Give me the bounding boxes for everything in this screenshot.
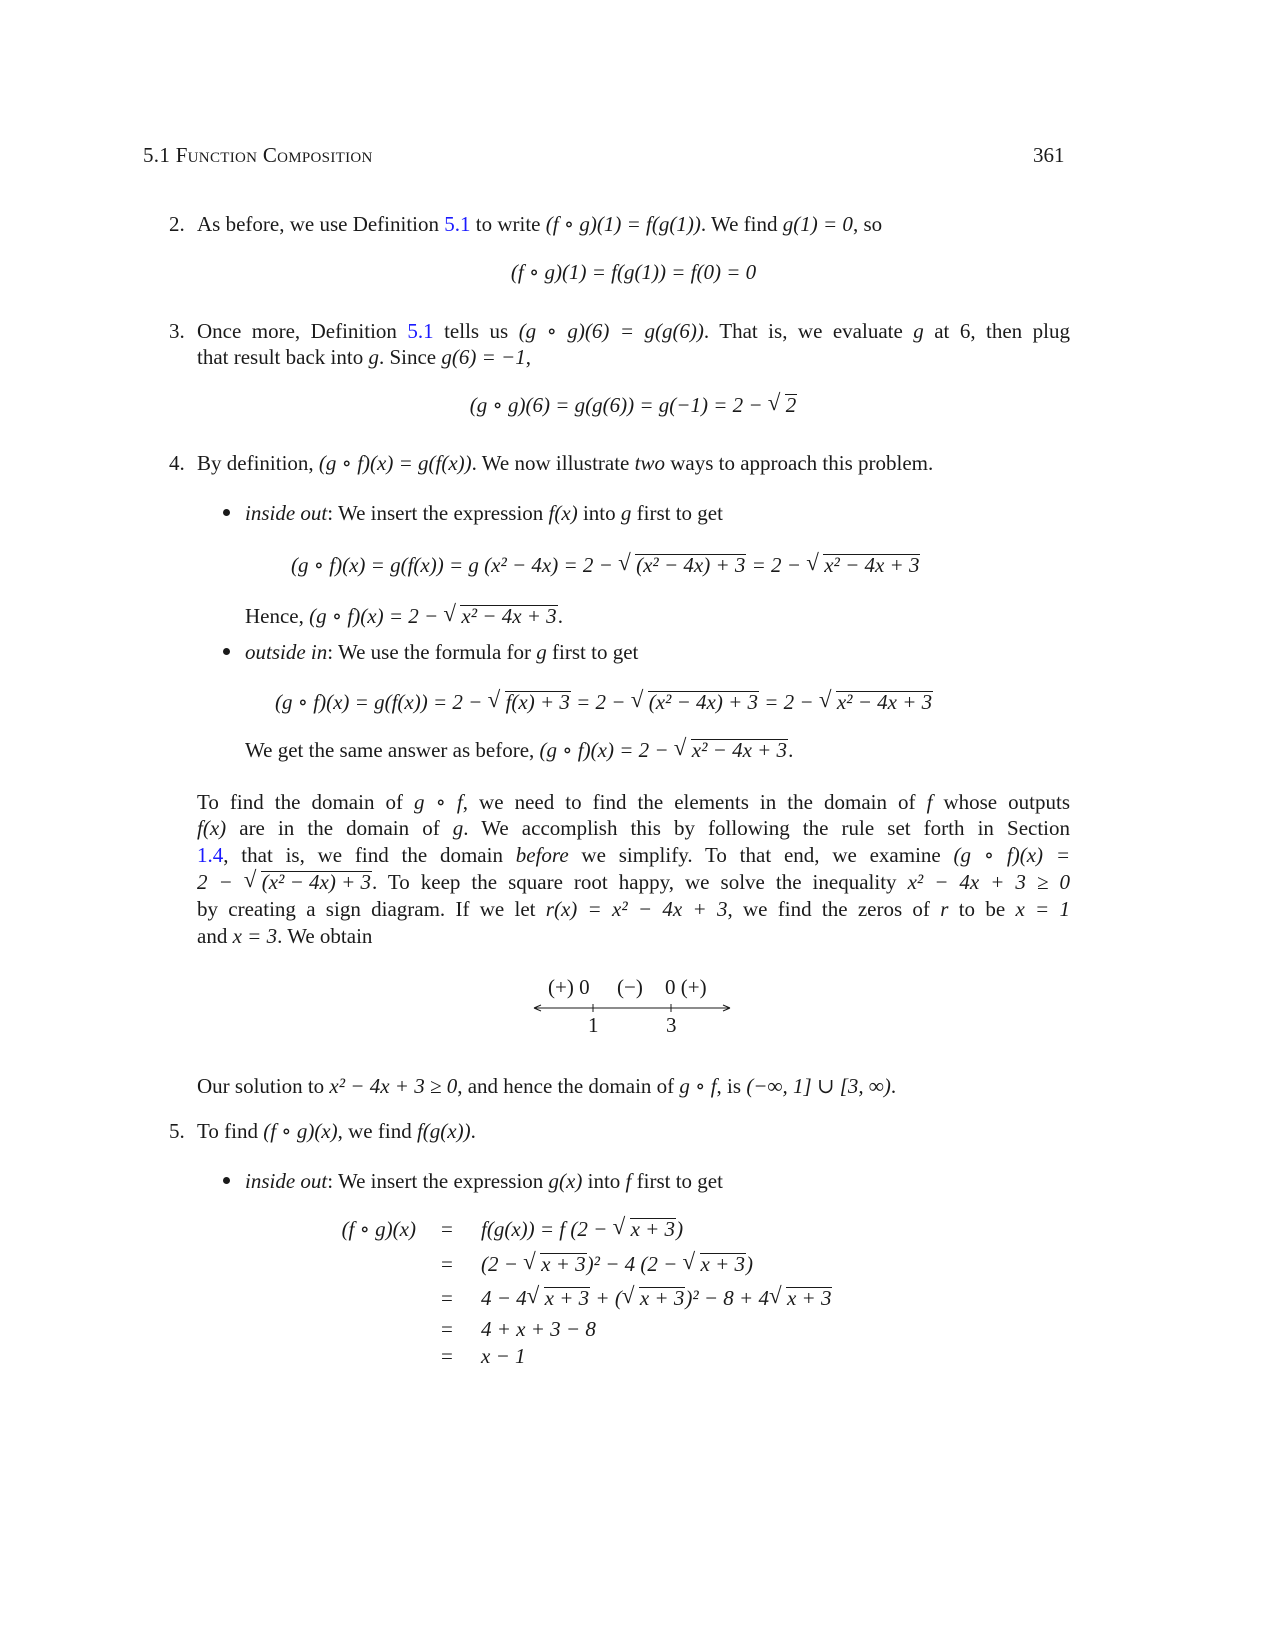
hence-line bbox=[245, 604, 563, 628]
text: we simplify. To that end, we examine bbox=[568, 843, 954, 867]
square-root bbox=[819, 690, 933, 714]
align-row bbox=[481, 1286, 832, 1310]
text: . We now illustrate bbox=[471, 451, 635, 475]
text: into bbox=[582, 1169, 626, 1193]
square-root bbox=[683, 1252, 747, 1276]
math: 4 + x + 3 − 8 bbox=[481, 1317, 596, 1341]
tick-label: 3 bbox=[666, 1013, 677, 1037]
math: x² − 4x + 3 ≥ 0 bbox=[907, 870, 1071, 894]
text: to be bbox=[948, 897, 1016, 921]
square-root bbox=[622, 1286, 686, 1310]
item3-text-line2 bbox=[197, 345, 531, 369]
math: + ( bbox=[590, 1286, 622, 1310]
item5-text bbox=[197, 1119, 476, 1143]
align-equals: = bbox=[441, 1344, 453, 1368]
radicand: f(x) + 3 bbox=[505, 690, 570, 714]
radicand: 2 bbox=[785, 393, 797, 417]
math: g bbox=[368, 345, 379, 369]
math: 2 − bbox=[197, 870, 244, 894]
text: and bbox=[197, 924, 233, 948]
item3-text-line1 bbox=[197, 319, 1070, 343]
text: first to get bbox=[546, 640, 639, 664]
radicand: x² − 4x + 3 bbox=[836, 690, 933, 714]
radicand: x + 3 bbox=[630, 1217, 676, 1241]
cross-reference-link[interactable]: 5.1 bbox=[444, 212, 471, 236]
square-root bbox=[631, 690, 759, 714]
math: (g ∘ f)(x) = g(f(x)) = 2 − bbox=[275, 690, 488, 714]
text: . Since bbox=[378, 345, 442, 369]
square-root bbox=[443, 604, 557, 628]
bullet-outside-in bbox=[245, 640, 638, 664]
align-row bbox=[481, 1317, 596, 1341]
square-root bbox=[488, 690, 571, 714]
text: that result back into bbox=[197, 345, 369, 369]
text: As before, we use Definition bbox=[197, 212, 445, 236]
math: )² − 4 (2 − bbox=[586, 1252, 683, 1276]
cross-reference-link[interactable]: 5.1 bbox=[407, 319, 434, 343]
math: x² − 4x + 3 ≥ 0 bbox=[329, 1074, 458, 1098]
math: (g ∘ g)(6) = g(g(6)) bbox=[518, 319, 704, 343]
bullet bbox=[223, 1177, 230, 1184]
radicand: (x² − 4x) + 3 bbox=[636, 553, 746, 577]
text: . bbox=[470, 1119, 476, 1143]
math: x − 1 bbox=[481, 1344, 526, 1368]
math: (g ∘ f)(x) = g(f(x)) bbox=[318, 451, 472, 475]
math: = 2 − bbox=[746, 553, 807, 577]
math: = 2 − bbox=[570, 690, 631, 714]
bullet-inside-out bbox=[245, 501, 723, 525]
sign-diagram bbox=[520, 970, 750, 1045]
item-number: 2. bbox=[169, 212, 185, 236]
text: Hence, bbox=[245, 604, 310, 628]
math: x = 1 bbox=[1015, 897, 1071, 921]
text: , that is, we find the domain bbox=[223, 843, 516, 867]
radicand: (x² − 4x) + 3 bbox=[261, 870, 371, 894]
text: ways to approach this problem. bbox=[664, 451, 934, 475]
align-row bbox=[481, 1344, 526, 1368]
text: at 6, then plug bbox=[923, 319, 1070, 343]
align-lhs: (f ∘ g)(x) bbox=[341, 1217, 416, 1241]
text: are in the domain of bbox=[226, 816, 453, 840]
text: , bbox=[525, 345, 531, 369]
display-equation bbox=[291, 553, 920, 577]
align-equals: = bbox=[441, 1286, 453, 1310]
text: . That is, we evaluate bbox=[703, 319, 914, 343]
text: . We accomplish this by following the rule set forth in Section bbox=[463, 816, 1071, 840]
text: We get the same answer as before, bbox=[245, 738, 540, 762]
math: g ∘ f bbox=[679, 1074, 717, 1098]
square-root bbox=[618, 553, 746, 577]
paragraph-line bbox=[197, 924, 372, 948]
align-equals: = bbox=[441, 1217, 453, 1241]
text: To find bbox=[197, 1119, 264, 1143]
math: = 2 − bbox=[759, 690, 819, 714]
text: To find the domain of bbox=[197, 790, 415, 814]
paragraph-line bbox=[197, 843, 1070, 867]
square-root bbox=[244, 870, 372, 894]
sign-left: (+) 0 bbox=[548, 975, 590, 999]
cross-reference-link[interactable]: 1.4 bbox=[197, 843, 224, 867]
item4-text bbox=[197, 451, 933, 475]
text: first to get bbox=[631, 501, 723, 525]
emphasis: two bbox=[634, 451, 665, 475]
radicand: x² − 4x + 3 bbox=[691, 738, 788, 762]
text: into bbox=[577, 501, 621, 525]
square-root bbox=[674, 738, 788, 762]
paragraph-line bbox=[197, 870, 1070, 894]
paragraph-line bbox=[197, 897, 1070, 921]
sign-right: 0 (+) bbox=[665, 975, 707, 999]
item-number: 3. bbox=[169, 319, 185, 343]
text: . bbox=[890, 1074, 897, 1098]
math: ) bbox=[676, 1217, 684, 1241]
math: (g ∘ f)(x) = 2 − bbox=[309, 604, 444, 628]
math: r bbox=[940, 897, 949, 921]
sign-middle: (−) bbox=[617, 975, 643, 999]
math: g(x) bbox=[548, 1169, 583, 1193]
math: f(x) bbox=[197, 816, 227, 840]
math: )² − 8 + 4 bbox=[685, 1286, 769, 1310]
square-root bbox=[768, 393, 798, 417]
align-equals: = bbox=[441, 1252, 453, 1276]
text: . We find bbox=[700, 212, 783, 236]
math: f bbox=[926, 790, 933, 814]
text: By definition, bbox=[197, 451, 319, 475]
radicand: x + 3 bbox=[544, 1286, 590, 1310]
math: g(1) = 0 bbox=[782, 212, 853, 236]
math: (f ∘ g)(x) bbox=[263, 1119, 338, 1143]
math: g bbox=[913, 319, 924, 343]
math: g bbox=[620, 501, 632, 525]
text: : We insert the expression bbox=[327, 501, 549, 525]
radicand: x + 3 bbox=[786, 1286, 832, 1310]
square-root bbox=[806, 553, 920, 577]
math: x = 3 bbox=[232, 924, 278, 948]
math: g ∘ f bbox=[414, 790, 463, 814]
math: (g ∘ f)(x) = bbox=[953, 843, 1071, 867]
solution-line bbox=[197, 1074, 896, 1098]
display-equation bbox=[0, 393, 1267, 417]
text: . To keep the square root happy, we solve the inequality bbox=[371, 870, 908, 894]
text: : We use the formula for bbox=[327, 640, 537, 664]
bullet bbox=[223, 648, 230, 655]
math: f(x) bbox=[548, 501, 578, 525]
emphasis: inside out bbox=[245, 501, 328, 525]
same-answer-line bbox=[245, 738, 793, 762]
text: , so bbox=[852, 212, 883, 236]
text: , we find bbox=[337, 1119, 417, 1143]
align-row bbox=[481, 1252, 753, 1276]
tick-label: 1 bbox=[588, 1013, 599, 1037]
math: (g ∘ g)(6) = g(g(6)) = g(−1) = 2 − bbox=[469, 393, 768, 417]
page-number: 361 bbox=[1033, 143, 1065, 167]
text: : We insert the expression bbox=[327, 1169, 549, 1193]
text: . bbox=[788, 738, 794, 762]
emphasis: outside in bbox=[245, 640, 328, 664]
text: , we find the zeros of bbox=[727, 897, 941, 921]
math: g bbox=[536, 640, 547, 664]
text: tells us bbox=[433, 319, 519, 343]
display-equation bbox=[275, 690, 933, 714]
math: (−∞, 1] ∪ [3, ∞) bbox=[746, 1074, 891, 1098]
math: f(g(x)) = f (2 − bbox=[481, 1217, 613, 1241]
paragraph-line bbox=[197, 816, 1070, 840]
radicand: (x² − 4x) + 3 bbox=[648, 690, 758, 714]
display-equation bbox=[0, 260, 1267, 284]
item-number: 4. bbox=[169, 451, 185, 475]
math: (f ∘ g)(1) = f(g(1)) = f(0) = 0 bbox=[510, 260, 757, 284]
paragraph-line bbox=[197, 790, 1070, 814]
item-number: 5. bbox=[169, 1119, 185, 1143]
text: , and hence the domain of bbox=[457, 1074, 680, 1098]
emphasis: inside out bbox=[245, 1169, 328, 1193]
text: , is bbox=[716, 1074, 747, 1098]
text: . We obtain bbox=[277, 924, 373, 948]
math: f bbox=[625, 1169, 632, 1193]
align-equals: = bbox=[441, 1317, 453, 1341]
text: Once more, Definition bbox=[197, 319, 408, 343]
text: to write bbox=[470, 212, 546, 236]
math: (g ∘ f)(x) = g(f(x)) = g (x² − 4x) = 2 − bbox=[291, 553, 619, 577]
square-root bbox=[527, 1286, 591, 1310]
text: , we need to find the elements in the domain of bbox=[462, 790, 927, 814]
math: g(6) = −1 bbox=[441, 345, 526, 369]
math: f(g(x)) bbox=[416, 1119, 471, 1143]
section-header: 5.1 Function Composition bbox=[143, 143, 373, 167]
math: g bbox=[452, 816, 464, 840]
bullet bbox=[223, 509, 230, 516]
align-row bbox=[481, 1217, 683, 1241]
radicand: x + 3 bbox=[541, 1252, 586, 1276]
radicand: x + 3 bbox=[700, 1252, 746, 1276]
square-root bbox=[523, 1252, 587, 1276]
text: by creating a sign diagram. If we let bbox=[197, 897, 546, 921]
radicand: x + 3 bbox=[639, 1286, 685, 1310]
math: (f ∘ g)(1) = f(g(1)) bbox=[545, 212, 701, 236]
item2-text bbox=[197, 212, 882, 236]
square-root bbox=[613, 1217, 677, 1241]
text: Our solution to bbox=[197, 1074, 330, 1098]
text: whose outputs bbox=[932, 790, 1070, 814]
text: first to get bbox=[631, 1169, 723, 1193]
math: ) bbox=[746, 1252, 754, 1276]
emphasis: before bbox=[515, 843, 569, 867]
square-root bbox=[769, 1286, 833, 1310]
math: r(x) = x² − 4x + 3 bbox=[545, 897, 728, 921]
text: . bbox=[557, 604, 563, 628]
radicand: x² − 4x + 3 bbox=[824, 553, 920, 577]
math: (2 − bbox=[481, 1252, 524, 1276]
math: (g ∘ f)(x) = 2 − bbox=[539, 738, 674, 762]
radicand: x² − 4x + 3 bbox=[461, 604, 557, 628]
bullet-inside-out bbox=[245, 1169, 723, 1193]
math: 4 − 4 bbox=[481, 1286, 527, 1310]
